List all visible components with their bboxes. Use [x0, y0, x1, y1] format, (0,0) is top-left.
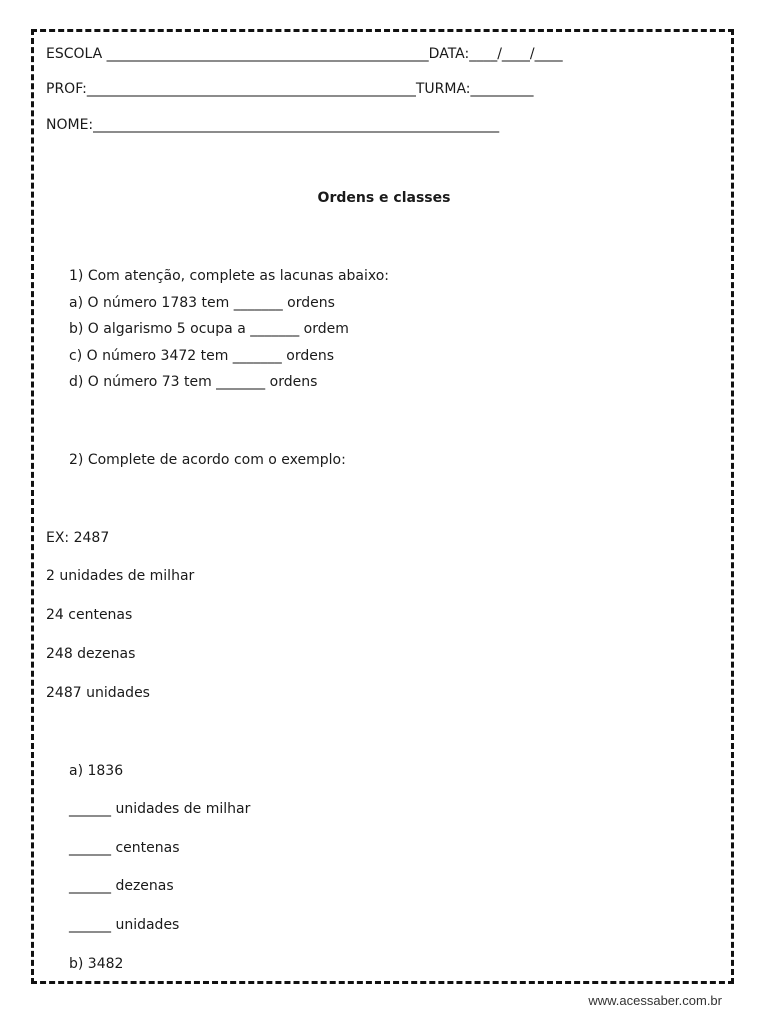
q2-prompt: 2) Complete de acordo com o exemplo:: [69, 452, 346, 468]
exercise-a-line: ______ dezenas: [69, 878, 174, 894]
nome-line: NOME:__________________________________________________________: [46, 117, 500, 133]
example-label: EX: 2487: [46, 530, 110, 546]
page-title: Ordens e classes: [317, 190, 451, 206]
exercise-a-label: a) 1836: [69, 763, 124, 779]
exercise-a-line: ______ unidades: [69, 917, 180, 933]
example-line: 248 dezenas: [46, 646, 136, 662]
exercise-b-label: b) 3482: [69, 956, 124, 972]
escola-data-line: ESCOLA ______________________________________________DATA:____/____/____: [46, 46, 563, 62]
example-line: 2487 unidades: [46, 685, 150, 701]
q1-item-d: d) O número 73 tem _______ ordens: [69, 374, 318, 390]
exercise-a-line: ______ unidades de milhar: [69, 801, 251, 817]
exercise-a-line: ______ centenas: [69, 840, 180, 856]
example-line: 2 unidades de milhar: [46, 568, 195, 584]
q1-item-c: c) O número 3472 tem _______ ordens: [69, 348, 335, 364]
q1-prompt: 1) Com atenção, complete as lacunas abaixo:: [69, 268, 390, 284]
example-line: 24 centenas: [46, 607, 133, 623]
q1-item-b: b) O algarismo 5 ocupa a _______ ordem: [69, 321, 349, 337]
prof-turma-line: PROF:_______________________________________________TURMA:_________: [46, 81, 534, 97]
footer-website: www.acessaber.com.br: [588, 993, 722, 1008]
q1-item-a: a) O número 1783 tem _______ ordens: [69, 295, 335, 311]
